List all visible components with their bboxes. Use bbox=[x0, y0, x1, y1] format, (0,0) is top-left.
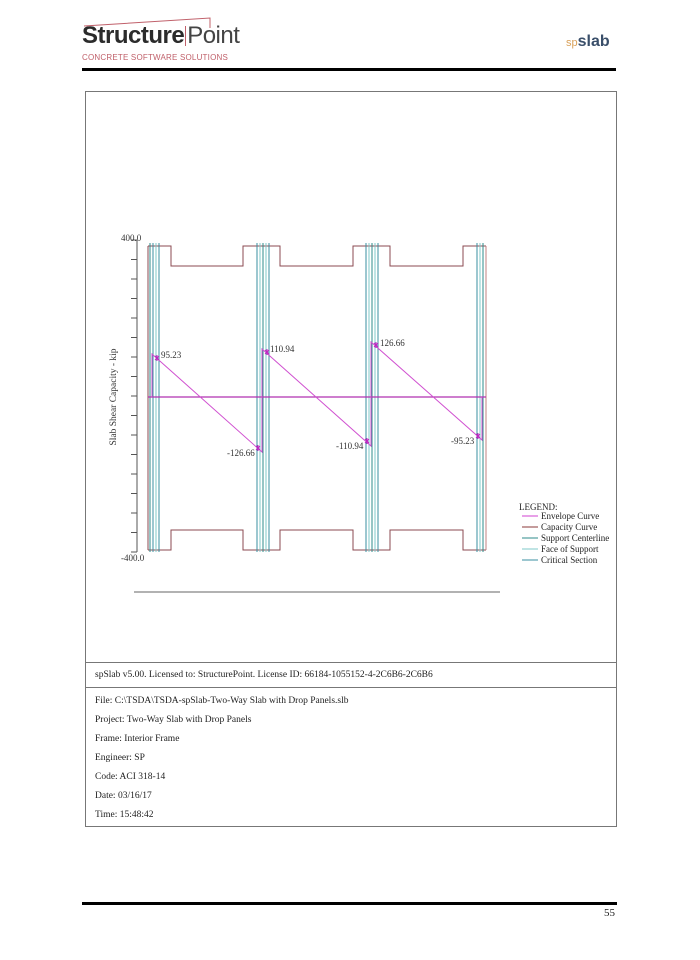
product-prefix: sp bbox=[566, 37, 578, 49]
info-file: File: C:\TSDA\TSDA-spSlab-Two-Way Slab with Drop Panels.slb bbox=[95, 696, 349, 706]
logo-bold-text: Structure bbox=[82, 22, 185, 49]
legend-critical-section: Critical Section bbox=[541, 555, 598, 565]
annotation-span3-left: 126.66 bbox=[380, 338, 405, 348]
license-text: spSlab v5.00. Licensed to: StructurePoint. License ID: 66184-1055152-4-2C6B6-2C6B6 bbox=[95, 670, 433, 680]
project-info bbox=[95, 692, 348, 825]
license-bar bbox=[85, 662, 616, 688]
annotation-span3-right: -95.23 bbox=[451, 436, 475, 446]
legend-envelope: Envelope Curve bbox=[541, 511, 600, 521]
legend-title: LEGEND: bbox=[519, 502, 558, 512]
shear-annotations bbox=[161, 338, 475, 458]
legend-face-of-support: Face of Support bbox=[541, 544, 599, 554]
product-name: slab bbox=[577, 33, 610, 50]
legend bbox=[519, 502, 609, 565]
logo-light-text: Point bbox=[187, 22, 240, 49]
info-project: Project: Two-Way Slab with Drop Panels bbox=[95, 715, 252, 725]
annotation-span1-left: 95.23 bbox=[161, 350, 182, 360]
info-date: Date: 03/16/17 bbox=[95, 791, 152, 801]
y-max-label: 400.0 bbox=[121, 233, 142, 243]
y-ticks bbox=[131, 240, 137, 552]
info-code: Code: ACI 318-14 bbox=[95, 772, 166, 782]
logo-tagline: CONCRETE SOFTWARE SOLUTIONS bbox=[82, 53, 229, 62]
capacity-curve-positive bbox=[148, 246, 486, 266]
info-engineer: Engineer: SP bbox=[95, 753, 145, 763]
legend-capacity: Capacity Curve bbox=[541, 522, 598, 532]
page-number: 55 bbox=[604, 907, 615, 919]
y-min-label: -400.0 bbox=[121, 553, 145, 563]
footer-rule bbox=[82, 902, 617, 905]
annotation-span1-right: -126.66 bbox=[227, 448, 255, 458]
legend-support-centerline: Support Centerline bbox=[541, 533, 610, 543]
annotation-span2-left: 110.94 bbox=[270, 344, 295, 354]
capacity-curve-negative bbox=[148, 530, 486, 550]
info-frame: Frame: Interior Frame bbox=[95, 734, 180, 744]
annotation-span2-right: -110.94 bbox=[336, 441, 364, 451]
y-axis-label: Slab Shear Capacity - kip bbox=[109, 348, 119, 446]
info-time: Time: 15:48:42 bbox=[95, 810, 154, 820]
